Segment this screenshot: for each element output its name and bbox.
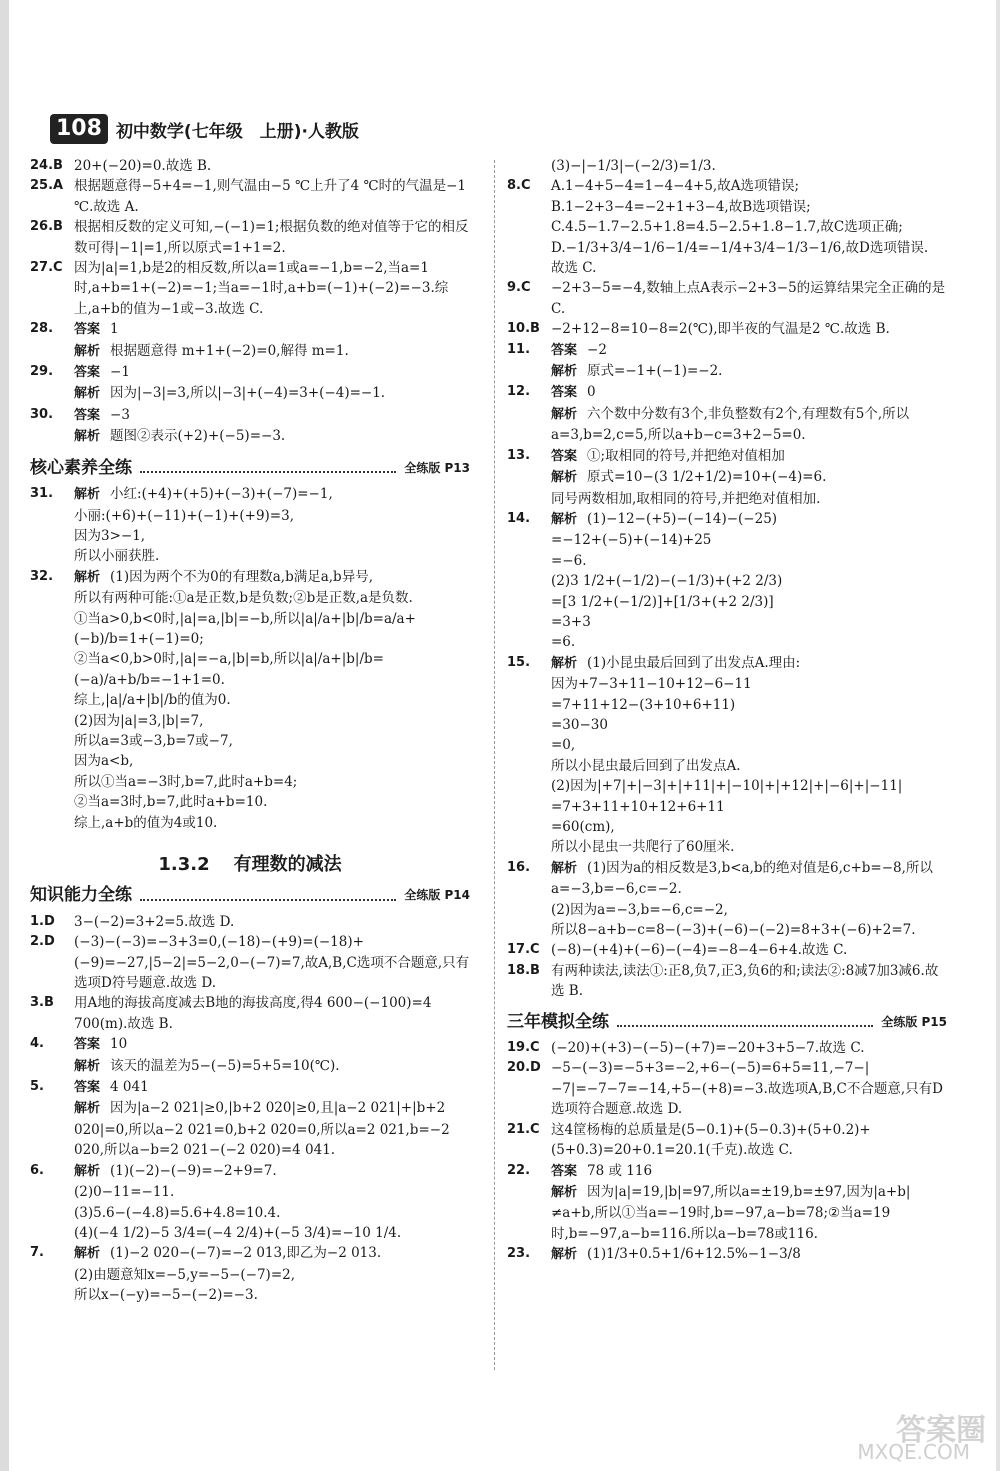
section-ref: 全练版 P13 [404, 460, 470, 475]
item-text: =6. [551, 634, 576, 651]
item-text: 所以a=3或−3,b=7或−7, [74, 732, 233, 749]
item-text: 根据相反数的定义可知,−(−1)=1;根据负数的绝对值等于它的相反数可得|−1|=1,所以原式=1+1=2. [74, 219, 469, 256]
item-tag: 解析 [551, 655, 578, 671]
item-text: 4 041 [110, 1079, 149, 1096]
item-text: 这4筐杨梅的总质量是(5−0.1)+(5−0.3)+(5+0.2)+(5+0.3)=20+0.1=20.1(千克).故选 C. [551, 1121, 871, 1159]
answer-line [507, 340, 947, 361]
answer-line [30, 1098, 470, 1160]
dotted-leader [617, 1016, 873, 1027]
item-tag: 答案 [74, 1037, 101, 1053]
item-text: =30−30 [551, 716, 608, 733]
item-number: 20.D [507, 1060, 541, 1076]
book-title: 初中数学(七年级 上册)·人教版 [115, 121, 359, 142]
answer-line [507, 1120, 947, 1161]
right-column [507, 156, 947, 1266]
item-number: 19.C [507, 1040, 540, 1056]
answer-line [507, 156, 947, 176]
answer-line [30, 1161, 470, 1182]
item-text: 因为|−3|=3,所以|−3|+(−4)=3+(−4)=−1. [110, 385, 386, 402]
answer-line [507, 900, 947, 920]
item-text: 10 [110, 1036, 128, 1053]
answer-line [507, 361, 947, 382]
item-text: 所以有两种可能:①a是正数,b是负数;②b是正数,a是负数. [74, 590, 413, 607]
item-tag: 解析 [74, 1246, 101, 1262]
item-number: 18.B [507, 962, 540, 978]
answer-line [507, 382, 947, 403]
item-text: A.1−4+5−4=1−4−4+5,故A选项错误; [551, 178, 800, 195]
item-text: =7+11+12−(3+10+6+11) [551, 696, 736, 713]
item-number: 15. [507, 654, 531, 670]
answer-line [507, 571, 947, 591]
answer-line [30, 484, 470, 505]
item-text: 根据题意得 m+1+(−2)=0,解得 m=1. [110, 342, 349, 359]
answer-line [30, 792, 470, 812]
answer-line [507, 837, 947, 857]
item-number: 28. [30, 321, 54, 337]
answer-line [30, 649, 470, 690]
answer-line [507, 1161, 947, 1182]
section-header-core [30, 458, 470, 478]
item-text: −2 [587, 341, 607, 358]
answer-line [30, 258, 470, 319]
item-tag: 解析 [551, 406, 578, 422]
answer-line [30, 546, 470, 566]
answer-line [507, 632, 947, 652]
answer-line [30, 1034, 470, 1055]
item-number: 22. [507, 1162, 531, 1178]
answer-line [30, 711, 470, 731]
item-number: 25.A [30, 178, 64, 194]
item-text: ①当a>0,b<0时,|a|=a,|b|=−b,所以|a|/a+|b|/b=a/a+(−b)/b=1+(−1)=0; [74, 610, 416, 647]
item-text: (3)−|−1/3|−(−2/3)=1/3. [551, 158, 716, 174]
answer-line [30, 156, 470, 176]
item-number: 17.C [507, 942, 540, 958]
answer-line [507, 1058, 947, 1119]
item-text: 所以①当a=−3时,b=7,此时a+b=4; [74, 773, 298, 790]
item-number: 29. [30, 364, 54, 380]
answer-line [507, 776, 947, 796]
answer-line [30, 932, 470, 993]
item-tag: 答案 [551, 385, 578, 401]
answers-24-30 [30, 156, 470, 448]
item-tag: 解析 [551, 470, 578, 486]
answer-line [30, 176, 470, 217]
answer-line [30, 772, 470, 792]
answer-line [507, 674, 947, 694]
answer-line [507, 653, 947, 674]
answer-line [507, 1038, 947, 1058]
item-text: 因为3>−1, [74, 527, 146, 544]
item-text: 小红:(+4)+(+5)+(−3)+(−7)=−1, [110, 486, 333, 503]
answer-line [30, 1077, 470, 1098]
item-text: (1)1/3+0.5+1/6+12.5%−1−3/8 [587, 1246, 801, 1263]
item-text: =3+3 [551, 613, 591, 630]
answer-line [30, 1265, 470, 1285]
item-text: =7+3+11+10+12+6+11 [551, 798, 725, 815]
item-text: (1)小昆虫最后回到了出发点A.理由: [587, 654, 801, 671]
item-number: 30. [30, 406, 54, 422]
item-text: 78 或 116 [587, 1162, 653, 1179]
item-text: 原式=10−(3 1/2+1/2)=10+(−4)=6. [587, 469, 827, 486]
item-tag: 答案 [74, 365, 101, 381]
item-text: −3 [110, 406, 130, 423]
item-text: =−6. [551, 552, 587, 569]
answer-line [30, 690, 470, 710]
scan-edge-left [0, 0, 9, 1471]
item-tag: 解析 [74, 386, 101, 402]
section-title: 核心素养全练 [30, 457, 132, 478]
item-tag: 解析 [551, 860, 578, 876]
item-text: =0, [551, 737, 576, 754]
item-tag: 答案 [74, 407, 101, 423]
item-number: 2.D [30, 934, 55, 950]
item-tag: 解析 [74, 429, 101, 445]
item-number: 7. [30, 1245, 44, 1261]
column-divider [494, 160, 495, 1370]
answer-line [507, 756, 947, 776]
item-tag: 解析 [74, 1058, 101, 1074]
answer-line [507, 258, 947, 278]
answer-line [30, 588, 470, 608]
answer-line [30, 383, 470, 404]
answer-line [507, 404, 947, 446]
item-text: (1)−12−(+5)−(−14)−(−25) [587, 510, 778, 527]
answer-line [507, 735, 947, 755]
item-tag: 答案 [74, 322, 101, 338]
answer-line [30, 426, 470, 447]
item-number: 31. [30, 486, 54, 502]
item-text: 因为|a|=19,|b|=97,所以a=±19,b=±97,因为|a+b|≠a+b,所以①当a=−19时,b=−97,a−b=78;②当a=19时,b=−97,a−b=116.所以a−b=78或116. [551, 1183, 911, 1242]
item-text: (1)因为两个不为0的有理数a,b满足a,b异号, [110, 568, 373, 585]
answer-line [30, 813, 470, 833]
item-number: 23. [507, 1246, 531, 1262]
item-text: =[3 1/2+(−1/2)]+[1/3+(+2 2/3)] [551, 593, 774, 610]
answer-line [30, 1056, 470, 1077]
page-number: 108 [50, 114, 108, 144]
answer-line [507, 1244, 947, 1265]
item-text: 原式=−1+(−1)=−2. [587, 363, 723, 380]
item-text: 因为+7−3+11−10+12−6−11 [551, 676, 752, 693]
item-text: (−20)+(+3)−(−5)−(+7)=−20+3+5−7.故选 C. [551, 1040, 865, 1057]
item-text: 所以小丽获胜. [74, 548, 160, 565]
item-text: (−3)−(−3)=−3+3=0,(−18)−(+9)=(−18)+(−9)=−27,|5−2|=5−2,0−(−7)=7,故A,B,C选项不合题意,只有选项D符号题意.故选 D. [74, 934, 470, 992]
item-number: 13. [507, 447, 531, 463]
item-text: 同号两数相加,取相同的符号,并把绝对值相加. [551, 490, 821, 507]
item-tag: 解析 [551, 511, 578, 527]
answer-line [30, 567, 470, 588]
answer-line [507, 1182, 947, 1244]
item-tag: 解析 [74, 343, 101, 359]
item-text: (2)由题意知x=−5,y=−5−(−7)=2, [74, 1266, 296, 1283]
item-text: ②当a<0,b>0时,|a|=−a,|b|=b,所以|a|/a+|b|/b=(−a)/a+b/b=−1+1=0. [74, 651, 384, 688]
item-number: 11. [507, 341, 531, 357]
item-text: (2)因为|a|=3,|b|=7, [74, 712, 204, 729]
answer-line [507, 467, 947, 488]
item-number: 1.D [30, 913, 55, 929]
item-number: 21.C [507, 1121, 540, 1137]
item-text: (2)0−11=−11. [74, 1184, 175, 1201]
answers-19-23 [507, 1038, 947, 1265]
answers-31-32 [30, 484, 470, 833]
scan-edge-right [996, 0, 1000, 1471]
answer-line [30, 1203, 470, 1223]
item-text: 所以8−a+b−c=8−(−3)+(−6)−(−2)=8+3+(−6)+2=7. [551, 922, 916, 939]
answer-line [30, 731, 470, 751]
answer-line [30, 1223, 470, 1243]
item-number: 24.B [30, 158, 63, 173]
section-ref: 全练版 P14 [404, 888, 470, 903]
item-text: 因为|a−2 021|≥0,|b+2 020|≥0,且|a−2 021|+|b+2 020|=0,所以a−2 021=0,b+2 020=0,所以a=2 021,b=−2 020,所以a−b=2 021−(−2 020)=4 041. [74, 1100, 450, 1159]
dotted-leader [140, 890, 396, 901]
item-text: 故选 C. [551, 260, 597, 277]
item-tag: 答案 [551, 448, 578, 464]
item-text: 所以小昆虫最后回到了出发点A. [551, 757, 741, 774]
answers-7-18 [507, 156, 947, 1002]
item-text: =60(cm), [551, 819, 615, 835]
lesson-number: 1.3.2 [158, 854, 210, 875]
answer-line [30, 1243, 470, 1264]
answer-line [30, 526, 470, 546]
answer-line [507, 715, 947, 735]
item-tag: 答案 [551, 342, 578, 358]
answer-line [30, 217, 470, 258]
item-text: −1 [110, 364, 130, 381]
item-text: ②当a=3时,b=7,此时a+b=10. [74, 794, 268, 811]
answer-line [30, 993, 470, 1034]
item-tag: 解析 [74, 1101, 101, 1117]
item-text: 有两种读法,读法①:正8,负7,正3,负6的和;读法②:8减7加3减6.故选 B. [551, 962, 939, 1000]
item-number: 3.B [30, 995, 54, 1011]
answer-line [507, 489, 947, 509]
item-number: 4. [30, 1036, 44, 1052]
item-text: D.−1/3+3/4−1/6−1/4=−1/4+3/4−1/3−1/6,故D选项错误. [551, 239, 929, 256]
answer-line [30, 405, 470, 426]
item-text: (4)(−4 1/2)−5 3/4=(−4 2/4)+(−5 3/4)=−10 1/4. [74, 1224, 402, 1241]
item-text: 0 [587, 384, 596, 401]
answers-1-7 [30, 912, 470, 1306]
item-tag: 答案 [551, 1163, 578, 1179]
answer-line [507, 530, 947, 550]
item-tag: 答案 [74, 1080, 101, 1096]
answer-line [30, 609, 470, 650]
item-text: −2+12−8=10−8=2(℃),即半夜的气温是2 ℃.故选 B. [551, 321, 890, 338]
item-text: (1)−2 020−(−7)=−2 013,即乙为−2 013. [110, 1245, 382, 1262]
item-text: 题图②表示(+2)+(−5)=−3. [110, 428, 286, 445]
answer-line [507, 217, 947, 237]
answer-line [507, 197, 947, 217]
answer-line [507, 920, 947, 940]
item-tag: 解析 [74, 569, 101, 585]
section-title: 知识能力全练 [30, 885, 132, 906]
section-header-mock [507, 1012, 947, 1032]
answer-line [507, 238, 947, 258]
item-text: 该天的温差为5−(−5)=5+5=10(℃). [110, 1057, 340, 1074]
answer-line [507, 797, 947, 817]
item-text: ①;取相同的符号,并把绝对值相加 [587, 447, 785, 464]
item-text: (1)因为a的相反数是3,b<a,b的绝对值是6,c+b=−8,所以a=−3,b=−6,c=−2. [551, 859, 933, 898]
item-text: (2)3 1/2+(−1/2)−(−1/3)+(+2 2/3) [551, 573, 783, 590]
item-number: 10.B [507, 321, 540, 337]
answer-line [507, 278, 947, 319]
watermark-site: MXQE.COM [857, 1440, 970, 1464]
answer-line [507, 940, 947, 960]
answer-line [507, 509, 947, 530]
answer-line [507, 592, 947, 612]
item-text: 所以x−(−y)=−5−(−2)=−3. [74, 1287, 258, 1304]
item-number: 8.C [507, 178, 531, 194]
answer-line [30, 1285, 470, 1305]
item-text: (2)因为|+7|+|−3|+|+11|+|−10|+|+12|+|−6|+|−11| [551, 778, 903, 795]
item-text: 所以小昆虫一共爬行了60厘米. [551, 839, 735, 856]
item-tag: 解析 [551, 364, 578, 380]
left-column [30, 156, 470, 1306]
item-text: 20+(−20)=0.故选 B. [74, 158, 212, 174]
item-text: 小丽:(+6)+(−11)+(−1)+(+9)=3, [74, 507, 295, 524]
answer-line [507, 612, 947, 632]
answer-line [507, 319, 947, 339]
dotted-leader [140, 462, 396, 473]
answer-line [30, 912, 470, 932]
answer-line [507, 551, 947, 571]
item-number: 27.C [30, 260, 63, 276]
answer-line [507, 446, 947, 467]
item-number: 12. [507, 384, 531, 400]
item-number: 32. [30, 568, 54, 584]
answer-line [507, 817, 947, 837]
item-text: (2)因为a=−3,b=−6,c=−2, [551, 901, 728, 918]
answer-line [507, 176, 947, 196]
answer-line [30, 319, 470, 340]
item-text: 综上,a+b的值为4或10. [74, 814, 218, 831]
item-number: 6. [30, 1162, 44, 1178]
watermark-logo: 答案圈 [896, 1413, 986, 1448]
answer-line [30, 1182, 470, 1202]
item-text: 3−(−2)=3+2=5.故选 D. [74, 913, 235, 930]
answer-line [30, 362, 470, 383]
item-tag: 解析 [551, 1184, 578, 1200]
item-number: 26.B [30, 219, 63, 235]
item-text: 六个数中分数有3个,非负整数有2个,有理数有5个,所以a=3,b=2,c=5,所以a+b−c=3+2−5=0. [551, 405, 910, 444]
lesson-title [30, 855, 470, 875]
item-text: 1 [110, 321, 119, 338]
item-number: 16. [507, 859, 531, 875]
item-tag: 解析 [74, 1163, 101, 1179]
item-number: 14. [507, 510, 531, 526]
item-text: 根据题意得−5+4=−1,则气温由−5 ℃上升了4 ℃时的气温是−1 ℃.故选 A. [74, 178, 466, 215]
section-title: 三年模拟全练 [507, 1011, 609, 1032]
section-header-knowledge [30, 885, 470, 905]
item-text: B.1−2+3−4=−2+1+3−4,故B选项错误; [551, 198, 811, 215]
item-tag: 解析 [551, 1247, 578, 1263]
page-header [50, 114, 359, 144]
item-number: 9.C [507, 280, 531, 296]
item-text: 综上,|a|/a+|b|/b的值为0. [74, 692, 231, 709]
item-text: (−8)−(+4)+(−6)−(−4)=−8−4−6+4.故选 C. [551, 942, 848, 959]
answer-line [507, 961, 947, 1002]
item-number: 5. [30, 1079, 44, 1095]
answer-line [30, 341, 470, 362]
answer-line [30, 751, 470, 771]
item-text: (1)(−2)−(−9)=−2+9=7. [110, 1162, 277, 1179]
item-text: −5−(−3)=−5+3=−2,+6−(−5)=6+5=11,−7−|−7|=−7−7=−14,+5−(+8)=−3.故选项A,B,C不合题意,只有D选项符合题意.故选 D. [551, 1060, 944, 1118]
answer-line [507, 858, 947, 900]
item-text: C.4.5−1.7−2.5+1.8=4.5−2.5+1.8−1.7,故C选项正确; [551, 219, 903, 236]
item-text: (3)5.6−(−4.8)=5.6+4.8=10.4. [74, 1204, 281, 1221]
item-text: 因为|a|=1,b是2的相反数,所以a=1或a=−1,b=−2,当a=1时,a+b=1+(−2)=−1;当a=−1时,a+b=(−1)+(−2)=−3.综上,a+b的值为−1或−3.故选 C. [74, 260, 449, 317]
answer-line [507, 695, 947, 715]
item-text: 因为a<b, [74, 753, 134, 770]
item-text: 用A地的海拔高度减去B地的海拔高度,得4 600−(−100)=4 700(m).故选 B. [74, 995, 432, 1032]
lesson-name: 有理数的减法 [233, 854, 342, 875]
item-text: −2+3−5=−4,数轴上点A表示−2+3−5的运算结果完全正确的是C. [551, 280, 946, 317]
item-text: =−12+(−5)+(−14)+25 [551, 532, 712, 549]
section-ref: 全练版 P15 [881, 1014, 947, 1029]
answer-line [30, 506, 470, 526]
item-tag: 解析 [74, 487, 101, 503]
